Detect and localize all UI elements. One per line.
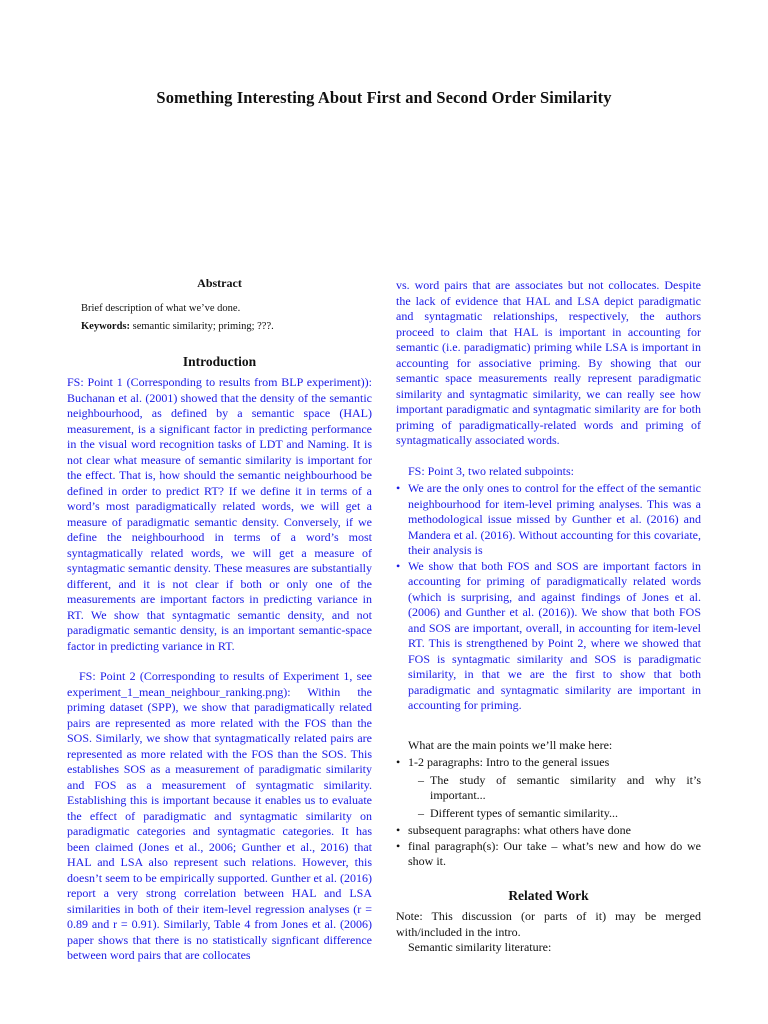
right-column — [396, 278, 701, 956]
abstract-heading: Abstract — [197, 276, 242, 290]
main-points-list — [396, 755, 701, 870]
keywords-label: Keywords: — [81, 320, 130, 332]
list-item-text: 1-2 paragraphs: Intro to the general issues — [408, 755, 610, 769]
intro-point-1: FS: Point 1 (Corresponding to results from BLP experiment)): Buchanan et al. (2001) showed that the density of the semantic neighbourhood, as defined by a semantic space (HAL) measurement, is a significant factor in predicting performance in the visual word recognition tasks of LDT and Naming. It is not clear what measure of semantic similarity is important for the effect. That is, how should the semantic neighbourhood be defined in order to predict RT? If we define it in terms of a word’s most paradigmatically related words, we will get a measure of paradigmatic semantic density. Conversely, if we define the neighbourhood in terms of a word’s most syntagmatically related words, we will get a measure of syntagmatic semantic density. These measures are substantially different, and it is not clear if both or only one of the measurements are important factors in predicting variance in RT. We show that syntagmatic semantic density, and not paradigmatic semantic density, is an important semantic-space factor in predicting variance in RT. — [67, 375, 372, 653]
abstract-text: Brief description of what we’ve done. — [81, 302, 241, 314]
sub-list — [408, 773, 701, 822]
related-work-note: Note: This discussion (or parts of it) may be merged with/included in the intro. — [396, 909, 701, 939]
related-work-line: Semantic similarity literature: — [408, 940, 552, 954]
intro-point-2-continued: vs. word pairs that are associates but not collocates. Despite the lack of evidence that HAL and LSA depict paradigmatic and syntagmatic relationships, respectively, the authors proceed to claim that HAL is important in accounting for semantic (i.e. paradigmatic) priming while LSA is important in accounting for associative priming. By showing that our semantic space measurements really represent paradigmatic similarity and syntagmatic similarity, we can really see how important paradigmatic and syntagmatic similarity are for both priming of paradigmatically-related words and priming of syntagmatically associated words. — [396, 278, 701, 447]
list-item: • We are the only ones to control for the effect of the semantic neighbourhood for item-level priming analyses. This was a methodological issue missed by Gunther et al. (2016) and Mandera et al. (2016). Without accounting for this covariate, their analysis is — [396, 481, 701, 559]
point-3-list — [396, 481, 701, 714]
introduction-heading: Introduction — [182, 353, 257, 369]
list-item: • We show that both FOS and SOS are important factors in accounting for priming of paradigmatically related words (which is surprising, and against findings of Jones et al. (2006) and Gunther et al. (2016)). We show that both FOS and SOS are important, overall, in accounting for item-level RT. This is strengthened by Point 2, where we showed that FOS is syntagmatic similarity and SOS is paradigmatic similarity, in that we are the first to show that both paradigmatic and syntagmatic similarity are important in accounting for priming. — [396, 559, 701, 714]
left-column — [67, 276, 372, 964]
related-work-heading: Related Work — [508, 887, 589, 903]
list-item: • subsequent paragraphs: what others have done — [396, 823, 701, 839]
intro-point-2: FS: Point 2 (Corresponding to results of Experiment 1, see experiment_1_mean_neighbour_ranking.png): Within the priming dataset (SPP), we show that paradigmatically related pairs are represented as more related with the FOS than the SOS. Similarly, we show that syntagmatically related pairs are represented as more related with the FOS than the SOS. This establishes SOS as a measurement of paradigmatic similarity and FOS as a measurement of syntagmatic similarity. Establishing this is important because it enables us to evaluate the effect of paradigmatic and syntagmatic similarity on paradigmatic categories and syntagmatic categories. It has been claimed (Jones et al., 2006; Gunther et al., 2016) that HAL and LSA also represent such relations. However, this doesn’t seem to be empirically supported. Gunther et al. (2016) report a very strong correlation between HAL and LSA similarities in both of their item-level regression analyses (r = 0.89 and r = 0.91). Similarly, Table 4 from Jones et al. (2006) paper shows that there is no statistically signficant difference between word pairs that are collocates — [67, 669, 372, 962]
main-points-lead: What are the main points we’ll make here: — [408, 737, 613, 752]
abstract-keywords — [81, 320, 358, 334]
sub-list-item: – Different types of semantic similarity... — [418, 806, 701, 822]
intro-point-3 — [396, 464, 701, 714]
sub-list-item: – The study of semantic similarity and why it’s important... — [418, 773, 701, 804]
keywords-list: semantic similarity; priming; ???. — [130, 320, 274, 332]
paper-title: Something Interesting About First and Second Order Similarity — [156, 88, 612, 107]
list-item: • final paragraph(s): Our take – what’s new and how do we show it. — [396, 839, 701, 870]
list-item — [396, 755, 701, 821]
point-3-lead: FS: Point 3, two related subpoints: — [408, 463, 575, 478]
